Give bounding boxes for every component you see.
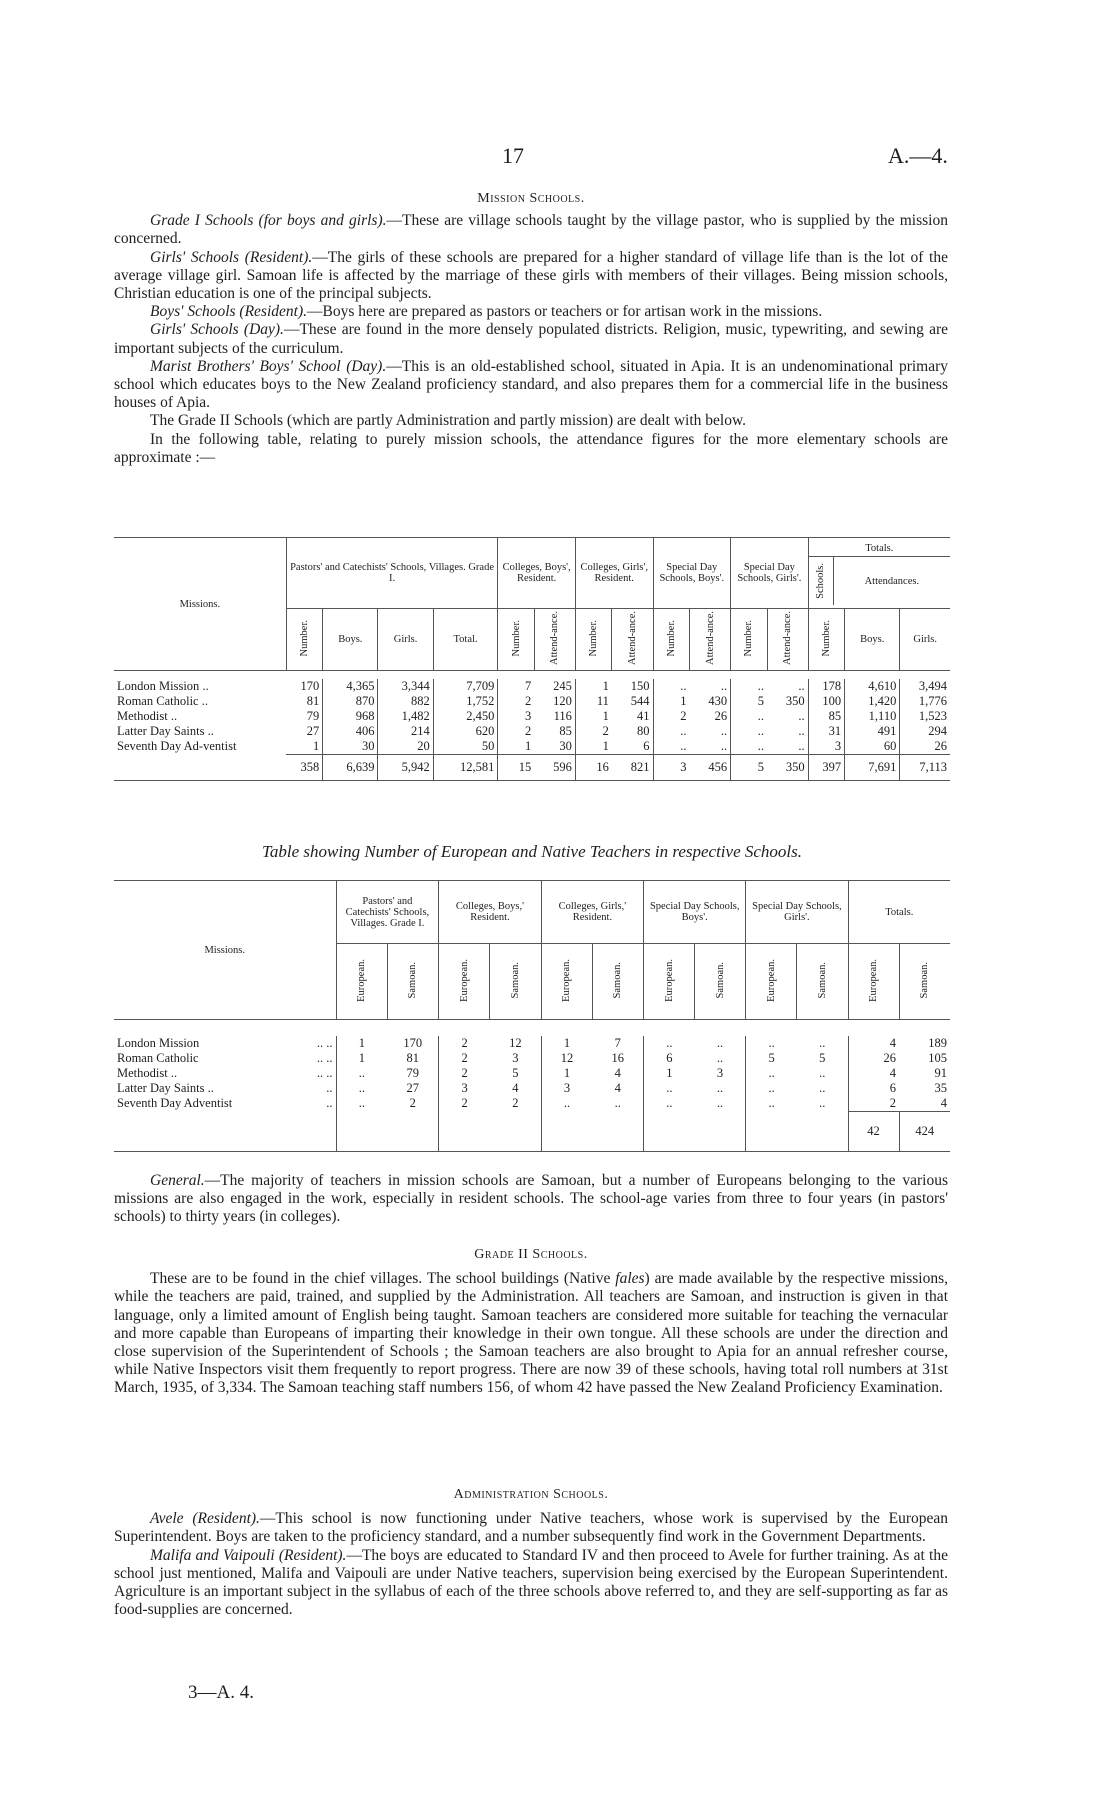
cell: 3,344 xyxy=(378,679,433,694)
paragraph xyxy=(114,412,948,430)
paragraph-text: —This school is now functioning under Native teachers, whose work is supervised by the European Superintendent. Boys are taken to the proficiency standard, and a number subsequently find work in the Government Departments. xyxy=(114,1510,948,1546)
grade2-title: Grade II Schools. xyxy=(474,1247,588,1262)
cell: 596 xyxy=(534,755,575,781)
cell: 1 xyxy=(575,679,611,694)
cell: 42 xyxy=(848,1112,899,1152)
paragraph-text: These are to be found in the chief villages. The school buildings (Native xyxy=(150,1270,616,1288)
cell: 85 xyxy=(559,724,572,738)
cell: 1 xyxy=(336,1036,387,1051)
cell: 544 xyxy=(630,694,650,708)
cell: 6 xyxy=(644,1051,695,1066)
cell: 35 xyxy=(934,1081,947,1095)
cell: 16 xyxy=(611,1051,624,1065)
cell: .. xyxy=(716,1081,724,1095)
table-row xyxy=(114,694,950,709)
sub-header-attendance: Attend-ance. xyxy=(704,611,716,665)
cell: 170 xyxy=(403,1036,423,1050)
cell: .. xyxy=(653,739,689,755)
cell: 2,450 xyxy=(433,709,498,724)
cell: .. xyxy=(644,1036,695,1051)
cell: .. xyxy=(746,1036,797,1051)
cell: .. xyxy=(819,1036,826,1050)
cell: 5 xyxy=(731,755,767,781)
cell: 968 xyxy=(323,709,378,724)
cell: 3 xyxy=(512,1051,519,1065)
missions-header: Missions. xyxy=(179,598,221,610)
cell: 4 xyxy=(848,1036,899,1051)
cell: 1 xyxy=(336,1051,387,1066)
totals-title: Totals. xyxy=(809,541,950,557)
teachers-table xyxy=(114,880,950,1152)
mission-name: London Mission .. xyxy=(117,679,209,693)
cell: 27 xyxy=(306,724,320,738)
cell: .. xyxy=(746,1096,797,1112)
paragraph xyxy=(114,1172,948,1227)
mission-schools-section xyxy=(114,190,948,467)
cell: 7,113 xyxy=(900,755,950,781)
group-header-colleges-girls: Colleges, Girls', Resident. xyxy=(575,538,653,609)
total-row xyxy=(114,1112,950,1152)
cell: .. xyxy=(798,709,805,723)
cell: .. xyxy=(653,679,689,694)
mission-name: Seventh Day Ad-ventist xyxy=(117,739,237,754)
sub-header-girls: Girls. xyxy=(378,609,433,671)
sub-header-attendance: Attend-ance. xyxy=(549,611,561,665)
paragraph-text: The Grade II Schools (which are partly Administration and partly mission) are dealt with below. xyxy=(150,412,747,430)
paragraph-text: —Boys here are prepared as pastors or teachers or for artisan work in the missions. xyxy=(306,303,823,321)
cell: .. xyxy=(746,1081,797,1096)
sub-header-number: Number. xyxy=(665,619,677,657)
cell: .. xyxy=(336,1081,387,1096)
sub-header-samoan: Samoan. xyxy=(407,961,419,999)
cell: .. xyxy=(720,679,728,693)
sub-header-attendance: Attend-ance. xyxy=(782,611,794,665)
cell: 1 xyxy=(541,1036,592,1051)
cell: .. xyxy=(336,1096,387,1112)
cell: 1 xyxy=(541,1066,592,1081)
cell: 2 xyxy=(409,1096,416,1111)
table-row xyxy=(114,739,950,755)
cell: .. xyxy=(720,739,728,753)
admin-section xyxy=(114,1486,948,1619)
cell: 1 xyxy=(653,694,689,709)
cell: 350 xyxy=(767,755,808,781)
cell: 80 xyxy=(637,724,650,738)
cell: 2 xyxy=(439,1036,490,1051)
cell: 100 xyxy=(808,694,844,709)
cell: 358 xyxy=(286,755,322,781)
cell: 116 xyxy=(553,709,572,723)
cell: 2 xyxy=(575,724,611,739)
cell: 26 xyxy=(848,1051,899,1066)
table-row xyxy=(114,1096,950,1112)
cell: 2 xyxy=(653,709,689,724)
cell: 27 xyxy=(406,1081,419,1095)
cell: 16 xyxy=(575,755,611,781)
cell: 294 xyxy=(900,724,950,739)
cell: 30 xyxy=(323,739,378,755)
sub-header-boys: Boys. xyxy=(323,609,378,671)
mission-name: Latter Day Saints .. xyxy=(117,724,214,738)
table-row xyxy=(114,1066,950,1081)
cell: .. xyxy=(716,1036,724,1050)
mission-schools-table xyxy=(114,537,950,781)
cell: 2 xyxy=(848,1096,899,1112)
cell: 1 xyxy=(498,739,534,755)
cell: .. xyxy=(716,1096,724,1111)
paragraph xyxy=(114,249,948,304)
sub-header-samoan: Samoan. xyxy=(612,961,624,999)
cell: 150 xyxy=(630,679,650,693)
paragraph-lead: Boys' Schools (Resident). xyxy=(150,303,307,321)
cell: 1,776 xyxy=(900,694,950,709)
paragraph-lead: Girls' Schools (Resident). xyxy=(150,248,313,266)
group-header-special-girls: Special Day Schools, Girls'. xyxy=(731,538,809,609)
cell: 4,365 xyxy=(323,679,378,694)
cell: 5,942 xyxy=(378,755,433,781)
group-header-pastors: Pastors' and Catechists' Schools, Villages. Grade I. xyxy=(286,538,498,609)
cell: 81 xyxy=(406,1051,419,1065)
sub-header-european: European. xyxy=(561,958,573,1002)
paragraph-text: —The boys are educated to Standard IV and then proceed to Avele for further training. As at the school just mentioned, Malifa and Vaipouli are under Native teachers, supervision being exercised by the European Superintendent. Agriculture is an important subject in the syllabus of each of the three schools above referred to, and they are self-supporting as far as food-supplies are concerned. xyxy=(114,1546,948,1619)
sub-header-number: Number. xyxy=(298,619,310,657)
cell: .. xyxy=(541,1096,592,1112)
mission-name: Roman Catholic .. xyxy=(117,694,208,708)
cell: 11 xyxy=(575,694,611,709)
cell: 214 xyxy=(378,724,433,739)
cell: 5 xyxy=(731,694,767,709)
group-header-totals xyxy=(808,538,950,609)
sub-header-girls: Girls. xyxy=(900,609,950,671)
cell: 1 xyxy=(575,739,611,755)
group-header-colleges-boys: Colleges, Boys,' Resident. xyxy=(439,881,541,944)
cell: .. xyxy=(731,724,767,739)
cell: 12,581 xyxy=(433,755,498,781)
cell: 7,709 xyxy=(433,679,498,694)
grade2-section xyxy=(114,1246,948,1398)
cell: 30 xyxy=(559,739,572,753)
mission-name: Roman Catholic .. .. xyxy=(117,1051,333,1065)
cell: 41 xyxy=(637,709,650,723)
paragraph-text: —These are village schools taught by the village pastor, who is supplied by the mission concerned. xyxy=(114,212,948,248)
cell: 1 xyxy=(575,709,611,724)
cell: 120 xyxy=(553,694,572,708)
footer-signature: 3—A. 4. xyxy=(188,1682,254,1703)
admin-title: Administration Schools. xyxy=(453,1487,609,1502)
cell: .. xyxy=(731,709,767,724)
cell: 821 xyxy=(612,755,653,781)
paragraph-lead: Grade I Schools (for boys and girls). xyxy=(150,212,387,230)
total-row xyxy=(114,755,950,781)
group-header-colleges-boys: Colleges, Boys', Resident. xyxy=(498,538,576,609)
cell: 105 xyxy=(928,1051,947,1065)
paragraph xyxy=(114,358,948,413)
mission-name: Seventh Day Adventist .. xyxy=(117,1096,333,1111)
cell: 2 xyxy=(498,724,534,739)
cell: .. xyxy=(720,724,728,738)
cell: 50 xyxy=(433,739,498,755)
sub-header-boys: Boys. xyxy=(845,609,900,671)
paragraph xyxy=(114,1510,948,1546)
sub-header-number: Number. xyxy=(820,619,832,657)
sub-header-samoan: Samoan. xyxy=(714,961,726,999)
table-row xyxy=(114,709,950,724)
group-header-special-girls: Special Day Schools, Girls'. xyxy=(746,881,848,944)
cell: 1,110 xyxy=(845,709,900,724)
mission-name: Latter Day Saints .. .. xyxy=(117,1081,333,1095)
cell: 91 xyxy=(934,1066,947,1080)
paragraph-text: —The majority of teachers in mission schools are Samoan, but a number of Europeans belonging to the various missions are also engaged in the work, especially in resident schools. The school-age varies from three to four years (in pastors' schools) to thirty years (in colleges). xyxy=(114,1172,948,1226)
cell: 4 xyxy=(512,1081,519,1095)
cell: 7 xyxy=(614,1036,621,1050)
attendances-label: Attendances. xyxy=(864,575,920,587)
cell: 397 xyxy=(808,755,844,781)
cell: 79 xyxy=(306,709,320,723)
cell: .. xyxy=(731,739,767,755)
cell: 31 xyxy=(808,724,844,739)
cell: 3,494 xyxy=(900,679,950,694)
cell: .. xyxy=(336,1066,387,1081)
cell: .. xyxy=(746,1066,797,1081)
cell: 4 xyxy=(614,1081,621,1095)
table2-title: Table showing Number of European and Native Teachers in respective Schools. xyxy=(261,842,803,861)
cell: 3 xyxy=(716,1066,724,1080)
cell: 12 xyxy=(509,1036,522,1050)
group-header-colleges-girls: Colleges, Girls,' Resident. xyxy=(541,881,643,944)
cell: 7 xyxy=(498,679,534,694)
cell: 2 xyxy=(439,1096,490,1112)
sub-header-samoan: Samoan. xyxy=(510,961,522,999)
cell: 4 xyxy=(848,1066,899,1081)
group-header-pastors: Pastors' and Catechists' Schools, Villages. Grade I. xyxy=(336,881,439,944)
table-row xyxy=(114,1036,950,1051)
cell: 178 xyxy=(808,679,844,694)
sub-header-european: European. xyxy=(663,958,675,1002)
mission-name: London Mission .. .. xyxy=(117,1036,333,1050)
paragraph-lead: Malifa and Vaipouli (Resident). xyxy=(150,1546,347,1564)
cell: 2 xyxy=(439,1066,490,1081)
cell: 1,523 xyxy=(900,709,950,724)
paragraph-text: In the following table, relating to purely mission schools, the attendance figures for the more elementary schools are approximate :— xyxy=(114,430,948,466)
cell: 4,610 xyxy=(845,679,900,694)
cell: 1 xyxy=(644,1066,695,1081)
cell: 3 xyxy=(808,739,844,755)
sub-header-number: Number. xyxy=(588,619,600,657)
table-row xyxy=(114,1081,950,1096)
cell: 20 xyxy=(378,739,433,755)
cell: 406 xyxy=(323,724,378,739)
document-code: A.—4. xyxy=(888,143,948,168)
paragraph xyxy=(114,431,948,467)
cell: 1,752 xyxy=(433,694,498,709)
schools-label: Schools. xyxy=(815,563,827,599)
cell: .. xyxy=(716,1051,724,1065)
cell: .. xyxy=(819,1081,826,1095)
cell: .. xyxy=(819,1096,826,1111)
paragraph-italic: fales xyxy=(615,1270,645,1288)
sub-header-european: European. xyxy=(765,958,777,1002)
paragraph xyxy=(114,321,948,357)
cell: 1,420 xyxy=(845,694,900,709)
sub-header-european: European. xyxy=(458,958,470,1002)
cell: 12 xyxy=(541,1051,592,1066)
cell: 430 xyxy=(708,694,728,708)
cell: 5 xyxy=(512,1066,519,1080)
group-header-totals: Totals. xyxy=(848,881,950,944)
paragraph-text: ) are made available by the respective missions, while the teachers are paid, trained, and supplied by the Administration. All teachers are Samoan, and instruction is given in that language, only a limited amount of English being taught. Samoan teachers are considered more suitable for teaching the vernacular and more capable than Europeans of imparting their knowledge in their own tongue. All these schools are under the direction and close supervision of the Superintendent of Schools ; the Samoan teachers are also brought to Apia for an annual refresher course, while Native Inspectors visit them frequently to report progress. There are now 39 of these schools, having total roll numbers at 31st March, 1935, of 3,334. The Samoan teaching staff numbers 156, of whom 42 have passed the New Zealand Proficiency Examination. xyxy=(114,1270,948,1397)
cell: .. xyxy=(731,679,767,694)
cell: 3 xyxy=(541,1081,592,1096)
cell: 3 xyxy=(653,755,689,781)
cell: 350 xyxy=(785,694,805,708)
page-number: 17 xyxy=(502,143,524,168)
cell: 6 xyxy=(848,1081,899,1096)
sub-header-european: European. xyxy=(868,958,880,1002)
cell: 3 xyxy=(498,709,534,724)
sub-header-number: Number. xyxy=(510,619,522,657)
group-header-special-boys: Special Day Schools, Boys'. xyxy=(653,538,731,609)
paragraph-text: —These are found in the more densely populated districts. Religion, music, typewriting, and sewing are important subjects of the curriculum. xyxy=(114,321,948,357)
sub-header-european: European. xyxy=(356,958,368,1002)
table-row xyxy=(114,679,950,694)
cell: 170 xyxy=(300,679,320,693)
cell: .. xyxy=(644,1081,695,1096)
table-row xyxy=(114,724,950,739)
cell: 3 xyxy=(439,1081,490,1096)
cell: .. xyxy=(798,739,805,753)
cell: 4 xyxy=(940,1096,947,1110)
mission-name: Methodist .. .. .. xyxy=(117,1066,333,1080)
missions-header: Missions. xyxy=(204,944,246,956)
cell: 491 xyxy=(845,724,900,739)
paragraph xyxy=(114,1270,948,1397)
cell: 870 xyxy=(323,694,378,709)
cell: .. xyxy=(614,1096,621,1111)
cell: 26 xyxy=(714,709,728,723)
cell: 2 xyxy=(512,1096,519,1111)
cell: 6 xyxy=(643,739,650,753)
paragraph-lead: Avele (Resident). xyxy=(150,1510,260,1528)
paragraph-text: —The girls of these schools are prepared for a higher standard of village life than is the lot of the average village girl. Samoan life is affected by the marriage of these girls with members of their villages. Being mission schools, Christian education is one of the principal subjects. xyxy=(114,248,948,303)
cell: 5 xyxy=(819,1051,826,1065)
group-header-special-boys: Special Day Schools, Boys'. xyxy=(644,881,746,944)
paragraph-text: —This is an old-established school, situated in Apia. It is an undenominational primary school which educates boys to the New Zealand proficiency standard, and also prepares them for a commercial life in the business houses of Apia. xyxy=(114,357,949,412)
cell: 2 xyxy=(498,694,534,709)
cell: 245 xyxy=(553,679,572,693)
mission-schools-title: Mission Schools. xyxy=(477,191,585,206)
cell: 424 xyxy=(899,1112,950,1152)
cell: 79 xyxy=(406,1066,419,1080)
paragraph xyxy=(114,212,948,248)
cell: 882 xyxy=(378,694,433,709)
sub-header-samoan: Samoan. xyxy=(919,961,931,999)
table-row xyxy=(114,1051,950,1066)
paragraph xyxy=(114,1547,948,1620)
cell: 456 xyxy=(689,755,730,781)
mission-name: Methodist .. xyxy=(117,709,178,723)
cell: 85 xyxy=(808,709,844,724)
cell: 26 xyxy=(900,739,950,755)
cell: 2 xyxy=(439,1051,490,1066)
cell: 4 xyxy=(614,1066,621,1080)
cell: 1 xyxy=(312,739,320,753)
cell: 7,691 xyxy=(845,755,900,781)
cell: 5 xyxy=(746,1051,797,1066)
cell: 620 xyxy=(433,724,498,739)
paragraph-lead: General. xyxy=(150,1172,205,1189)
cell: 60 xyxy=(845,739,900,755)
cell: 6,639 xyxy=(323,755,378,781)
cell: .. xyxy=(644,1096,695,1112)
cell: .. xyxy=(798,679,805,693)
cell: 1,482 xyxy=(378,709,433,724)
sub-header-number: Number. xyxy=(743,619,755,657)
paragraph-lead: Marist Brothers' Boys' School (Day). xyxy=(150,357,387,375)
cell: 15 xyxy=(498,755,534,781)
paragraph-lead: Girls' Schools (Day). xyxy=(150,321,284,339)
cell: 81 xyxy=(306,694,320,708)
sub-header-total: Total. xyxy=(433,609,498,671)
cell: .. xyxy=(819,1066,826,1080)
cell: .. xyxy=(798,724,805,738)
cell: 189 xyxy=(928,1036,947,1050)
sub-header-samoan: Samoan. xyxy=(816,961,828,999)
sub-header-attendance: Attend-ance. xyxy=(626,611,638,665)
general-section xyxy=(114,1172,948,1227)
cell: .. xyxy=(653,724,689,739)
paragraph xyxy=(114,303,948,321)
